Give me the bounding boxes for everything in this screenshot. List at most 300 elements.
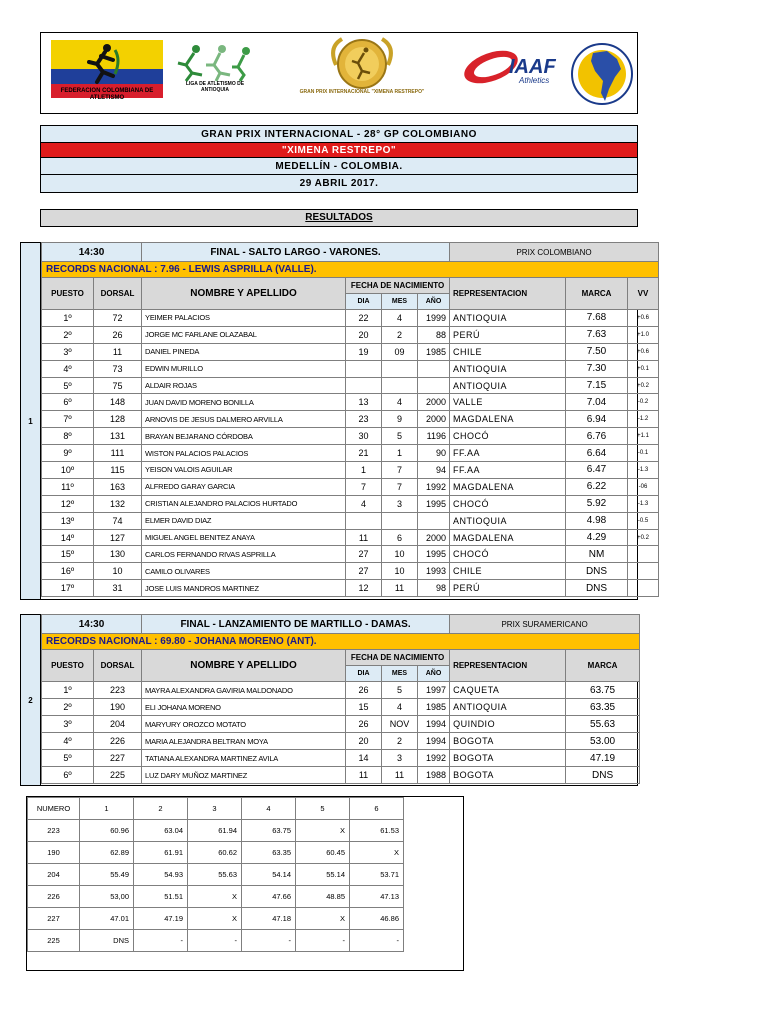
dia-cell: 26	[346, 682, 382, 699]
wind-cell: -0.5	[628, 512, 659, 529]
athlete-name-cell: ELMER DAVID DIAZ	[142, 512, 346, 529]
table-row	[42, 529, 659, 546]
puesto-cell: 1º	[42, 310, 94, 327]
col-dorsal: DORSAL	[94, 278, 142, 310]
dorsal-cell: 204	[94, 716, 142, 733]
representacion-cell: QUINDIO	[450, 716, 566, 733]
ano-cell: 1999	[418, 310, 450, 327]
table-row	[42, 377, 659, 394]
table-row	[42, 767, 640, 784]
dorsal-cell: 132	[94, 495, 142, 512]
attempt-mark-cell: 63.75	[242, 820, 296, 842]
attempt-number-header: 3	[188, 798, 242, 820]
col-representacion: REPRESENTACION	[450, 278, 566, 310]
event-location: MEDELLÍN - COLOMBIA.	[41, 159, 637, 175]
event-1-title: FINAL - SALTO LARGO - VARONES.	[142, 243, 450, 262]
attempts-row	[28, 864, 404, 886]
event-2-block	[20, 614, 638, 786]
wind-cell: -0.2	[628, 394, 659, 411]
ano-cell: 98	[418, 580, 450, 597]
ano-cell: 1995	[418, 546, 450, 563]
table-row	[42, 428, 659, 445]
representacion-cell: BOGOTA	[450, 767, 566, 784]
marca-cell: 7.04	[566, 394, 628, 411]
attempt-mark-cell: 62.89	[80, 842, 134, 864]
mes-cell: 4	[382, 310, 418, 327]
attempt-mark-cell: 54.93	[134, 864, 188, 886]
marca-cell: 7.63	[566, 326, 628, 343]
representacion-cell: MAGDALENA	[450, 529, 566, 546]
ano-cell: 1196	[418, 428, 450, 445]
logo-banner	[40, 32, 638, 114]
event-2-prix: PRIX SURAMERICANO	[450, 615, 640, 634]
dorsal-cell: 75	[94, 377, 142, 394]
marca-cell: 6.22	[566, 478, 628, 495]
dia-cell	[346, 360, 382, 377]
attempt-mark-cell: 53,00	[80, 886, 134, 908]
table-row	[42, 462, 659, 479]
dorsal-cell: 74	[94, 512, 142, 529]
attempt-mark-cell: 60.96	[80, 820, 134, 842]
dorsal-cell: 128	[94, 411, 142, 428]
representacion-cell: PERÚ	[450, 580, 566, 597]
attempt-number-header: 6	[350, 798, 404, 820]
attempt-mark-cell: 48.85	[296, 886, 350, 908]
representacion-cell: MAGDALENA	[450, 411, 566, 428]
mes-cell: 11	[382, 767, 418, 784]
attempt-mark-cell: -	[188, 930, 242, 952]
hammer-attempts-table	[27, 797, 404, 952]
dorsal-cell: 163	[94, 478, 142, 495]
table-row	[42, 495, 659, 512]
mes-cell	[382, 512, 418, 529]
athlete-number-cell: 225	[28, 930, 80, 952]
dorsal-cell: 26	[94, 326, 142, 343]
athlete-name-cell: MARYURY OROZCO MOTATO	[142, 716, 346, 733]
south-america-map-icon	[571, 39, 633, 109]
event-header	[40, 125, 638, 193]
puesto-cell: 5º	[42, 377, 94, 394]
attempts-row	[28, 842, 404, 864]
table-row	[42, 512, 659, 529]
puesto-cell: 4º	[42, 733, 94, 750]
mes-cell: 2	[382, 326, 418, 343]
dia-cell: 11	[346, 529, 382, 546]
dia-cell: 27	[346, 546, 382, 563]
event-2-time: 14:30	[42, 615, 142, 634]
representacion-cell: ANTIOQUIA	[450, 512, 566, 529]
athlete-name-cell: BRAYAN BEJARANO CÓRDOBA	[142, 428, 346, 445]
ano-cell: 94	[418, 462, 450, 479]
table-row	[42, 580, 659, 597]
dia-cell: 22	[346, 310, 382, 327]
mes-cell: 6	[382, 529, 418, 546]
dorsal-cell: 10	[94, 563, 142, 580]
attempt-mark-cell: 55.14	[296, 864, 350, 886]
puesto-cell: 3º	[42, 716, 94, 733]
athlete-name-cell: JUAN DAVID MORENO BONILLA	[142, 394, 346, 411]
representacion-cell: CHILE	[450, 343, 566, 360]
representacion-cell: CHOCÓ	[450, 495, 566, 512]
iaaf-logo	[461, 45, 563, 95]
wind-cell: -1.2	[628, 411, 659, 428]
athlete-number-cell: 227	[28, 908, 80, 930]
mes-cell: 3	[382, 495, 418, 512]
col-representacion: REPRESENTACION	[450, 650, 566, 682]
runner-icon	[81, 42, 125, 86]
attempt-mark-cell: 60.62	[188, 842, 242, 864]
mes-cell: 4	[382, 394, 418, 411]
dia-cell: 1	[346, 462, 382, 479]
attempt-mark-cell: X	[188, 908, 242, 930]
event-2-table	[41, 614, 640, 784]
event-1-block	[20, 242, 649, 600]
dia-cell: 15	[346, 699, 382, 716]
puesto-cell: 6º	[42, 767, 94, 784]
col-puesto: PUESTO	[42, 278, 94, 310]
col-dia: DIA	[346, 666, 382, 682]
marca-cell: DNS	[566, 767, 640, 784]
mes-cell: 09	[382, 343, 418, 360]
marca-cell: 6.94	[566, 411, 628, 428]
representacion-cell: ANTIOQUIA	[450, 360, 566, 377]
athlete-name-cell: JORGE MC FARLANE OLAZABAL	[142, 326, 346, 343]
table-row	[42, 360, 659, 377]
iaaf-sub: Athletics	[519, 76, 550, 85]
attempt-mark-cell: 53.71	[350, 864, 404, 886]
marca-cell: 63.75	[566, 682, 640, 699]
attempt-number-header: 1	[80, 798, 134, 820]
dorsal-cell: 225	[94, 767, 142, 784]
gp-medal-logo	[306, 37, 418, 113]
federacion-logo-text: FEDERACION COLOMBIANA DE ATLETISMO	[60, 88, 154, 101]
attempt-mark-cell: 55.63	[188, 864, 242, 886]
dorsal-cell: 226	[94, 733, 142, 750]
attempts-numero-header: NUMERO	[28, 798, 80, 820]
dia-cell: 20	[346, 326, 382, 343]
marca-cell: 47.19	[566, 750, 640, 767]
table-row	[42, 682, 640, 699]
representacion-cell: ANTIOQUIA	[450, 377, 566, 394]
attempts-row	[28, 820, 404, 842]
wind-cell	[628, 546, 659, 563]
ano-cell: 2000	[418, 529, 450, 546]
col-nombre: NOMBRE Y APELLIDO	[142, 650, 346, 682]
mes-cell	[382, 360, 418, 377]
dorsal-cell: 111	[94, 445, 142, 462]
ano-cell: 2000	[418, 411, 450, 428]
ano-cell: 88	[418, 326, 450, 343]
dia-cell: 4	[346, 495, 382, 512]
athlete-name-cell: MARIA ALEJANDRA BELTRAN MOYA	[142, 733, 346, 750]
table-row	[42, 546, 659, 563]
mes-cell: NOV	[382, 716, 418, 733]
dorsal-cell: 130	[94, 546, 142, 563]
col-dorsal: DORSAL	[94, 650, 142, 682]
athlete-number-cell: 190	[28, 842, 80, 864]
wind-cell: -0.1	[628, 445, 659, 462]
dia-cell: 13	[346, 394, 382, 411]
event-1-time: 14:30	[42, 243, 142, 262]
puesto-cell: 6º	[42, 394, 94, 411]
athlete-number-cell: 204	[28, 864, 80, 886]
mes-cell: 5	[382, 428, 418, 445]
event-1-prix: PRIX COLOMBIANO	[450, 243, 659, 262]
attempt-mark-cell: 61.53	[350, 820, 404, 842]
mes-cell: 11	[382, 580, 418, 597]
event-2-record: RECORDS NACIONAL : 69.80 - JOHANA MORENO (ANT).	[42, 634, 640, 650]
dia-cell: 27	[346, 563, 382, 580]
table-row	[42, 563, 659, 580]
wind-cell: -1.3	[628, 495, 659, 512]
athlete-name-cell: ARNOVIS DE JESUS DALMERO ARVILLA	[142, 411, 346, 428]
wind-cell: +0.1	[628, 360, 659, 377]
dia-cell: 20	[346, 733, 382, 750]
csa-logo	[571, 39, 633, 109]
table-row	[42, 394, 659, 411]
col-fecha: FECHA DE NACIMIENTO	[346, 278, 450, 294]
attempt-mark-cell: -	[134, 930, 188, 952]
ano-cell: 1993	[418, 563, 450, 580]
representacion-cell: CAQUETA	[450, 682, 566, 699]
table-row	[42, 326, 659, 343]
table-row	[42, 445, 659, 462]
athlete-name-cell: CRISTIAN ALEJANDRO PALACIOS HURTADO	[142, 495, 346, 512]
mes-cell	[382, 377, 418, 394]
puesto-cell: 17º	[42, 580, 94, 597]
ano-cell: 1992	[418, 478, 450, 495]
table-row	[42, 750, 640, 767]
dia-cell: 23	[346, 411, 382, 428]
wind-cell: +0.6	[628, 343, 659, 360]
liga-logo-text: LIGA DE ATLETISMO DE ANTIOQUIA	[185, 81, 245, 93]
marca-cell: 4.29	[566, 529, 628, 546]
athlete-name-cell: MIGUEL ANGEL BENITEZ ANAYA	[142, 529, 346, 546]
event-2-number: 2	[21, 615, 41, 785]
table-row	[42, 716, 640, 733]
event-1-table	[41, 242, 659, 597]
athlete-name-cell: LUZ DARY MUÑOZ MARTINEZ	[142, 767, 346, 784]
dorsal-cell: 131	[94, 428, 142, 445]
dia-cell: 7	[346, 478, 382, 495]
hammer-attempts-block	[26, 796, 464, 971]
puesto-cell: 3º	[42, 343, 94, 360]
ano-cell	[418, 360, 450, 377]
marca-cell: 4.98	[566, 512, 628, 529]
athlete-name-cell: MAYRA ALEXANDRA GAVIRIA MALDONADO	[142, 682, 346, 699]
representacion-cell: CHOCÓ	[450, 546, 566, 563]
table-row	[42, 343, 659, 360]
puesto-cell: 10º	[42, 462, 94, 479]
dorsal-cell: 72	[94, 310, 142, 327]
dorsal-cell: 115	[94, 462, 142, 479]
attempt-number-header: 2	[134, 798, 188, 820]
athlete-name-cell: CAMILO OLIVARES	[142, 563, 346, 580]
ano-cell: 1985	[418, 699, 450, 716]
dia-cell	[346, 377, 382, 394]
athlete-name-cell: EDWIN MURILLO	[142, 360, 346, 377]
athlete-name-cell: ALDAIR ROJAS	[142, 377, 346, 394]
dia-cell: 30	[346, 428, 382, 445]
iaaf-wordmark: IAAF	[509, 56, 556, 78]
marca-cell: 5.92	[566, 495, 628, 512]
ano-cell: 1995	[418, 495, 450, 512]
dorsal-cell: 73	[94, 360, 142, 377]
attempt-mark-cell: 60.45	[296, 842, 350, 864]
wind-cell: -1.3	[628, 462, 659, 479]
mes-cell: 7	[382, 462, 418, 479]
table-row	[42, 310, 659, 327]
attempt-mark-cell: -	[350, 930, 404, 952]
representacion-cell: CHILE	[450, 563, 566, 580]
mes-cell: 3	[382, 750, 418, 767]
representacion-cell: FF.AA	[450, 462, 566, 479]
table-row	[42, 478, 659, 495]
representacion-cell: ANTIOQUIA	[450, 310, 566, 327]
attempt-mark-cell: 51.51	[134, 886, 188, 908]
wind-cell: +0.6	[628, 310, 659, 327]
ano-cell: 1992	[418, 750, 450, 767]
wind-cell: -06	[628, 478, 659, 495]
ano-cell: 90	[418, 445, 450, 462]
gp-logo-text: GRAN PRIX INTERNACIONAL "XIMENA RESTREPO"	[299, 89, 425, 95]
attempts-header-row	[28, 798, 404, 820]
athlete-number-cell: 226	[28, 886, 80, 908]
ano-cell	[418, 377, 450, 394]
puesto-cell: 2º	[42, 699, 94, 716]
attempt-mark-cell: 63.35	[242, 842, 296, 864]
attempt-mark-cell: 63.04	[134, 820, 188, 842]
dia-cell: 12	[346, 580, 382, 597]
attempt-mark-cell: X	[296, 908, 350, 930]
attempt-mark-cell: 47.18	[242, 908, 296, 930]
attempt-mark-cell: -	[296, 930, 350, 952]
attempts-row	[28, 908, 404, 930]
attempt-mark-cell: X	[296, 820, 350, 842]
dia-cell: 21	[346, 445, 382, 462]
mes-cell: 4	[382, 699, 418, 716]
wind-cell: +0.2	[628, 529, 659, 546]
puesto-cell: 9º	[42, 445, 94, 462]
ano-cell: 1985	[418, 343, 450, 360]
table-row	[42, 411, 659, 428]
attempt-number-header: 4	[242, 798, 296, 820]
mes-cell: 1	[382, 445, 418, 462]
attempt-mark-cell: -	[242, 930, 296, 952]
mes-cell: 9	[382, 411, 418, 428]
puesto-cell: 7º	[42, 411, 94, 428]
attempt-mark-cell: 54.14	[242, 864, 296, 886]
col-mes: MES	[382, 294, 418, 310]
attempt-mark-cell: X	[188, 886, 242, 908]
attempt-mark-cell: 47.19	[134, 908, 188, 930]
dia-cell: 14	[346, 750, 382, 767]
attempt-mark-cell: X	[350, 842, 404, 864]
wind-cell: +0.2	[628, 377, 659, 394]
wind-cell: +1.1	[628, 428, 659, 445]
attempt-mark-cell: DNS	[80, 930, 134, 952]
athlete-number-cell: 223	[28, 820, 80, 842]
marca-cell: DNS	[566, 580, 628, 597]
puesto-cell: 14º	[42, 529, 94, 546]
medal-icon	[306, 37, 418, 93]
event-2-title: FINAL - LANZAMIENTO DE MARTILLO - DAMAS.	[142, 615, 450, 634]
attempts-row	[28, 930, 404, 952]
dorsal-cell: 148	[94, 394, 142, 411]
mes-cell: 10	[382, 546, 418, 563]
attempt-mark-cell: 46.86	[350, 908, 404, 930]
results-title-text: RESULTADOS	[305, 212, 373, 223]
attempt-mark-cell: 61.91	[134, 842, 188, 864]
marca-cell: DNS	[566, 563, 628, 580]
attempts-row	[28, 886, 404, 908]
dia-cell: 19	[346, 343, 382, 360]
attempt-mark-cell: 47.01	[80, 908, 134, 930]
attempt-mark-cell: 55.49	[80, 864, 134, 886]
ano-cell: 1994	[418, 716, 450, 733]
puesto-cell: 16º	[42, 563, 94, 580]
wind-cell: +1.0	[628, 326, 659, 343]
representacion-cell: BOGOTA	[450, 750, 566, 767]
event-1-number: 1	[21, 243, 41, 599]
athlete-name-cell: YEIMER PALACIOS	[142, 310, 346, 327]
representacion-cell: BOGOTA	[450, 733, 566, 750]
marca-cell: 53.00	[566, 733, 640, 750]
athlete-name-cell: CARLOS FERNANDO RIVAS ASPRILLA	[142, 546, 346, 563]
ano-cell: 1997	[418, 682, 450, 699]
athlete-name-cell: WISTON PALACIOS PALACIOS	[142, 445, 346, 462]
athlete-name-cell: TATIANA ALEXANDRA MARTINEZ AVILA	[142, 750, 346, 767]
puesto-cell: 11º	[42, 478, 94, 495]
representacion-cell: ANTIOQUIA	[450, 699, 566, 716]
attempt-mark-cell: 47.13	[350, 886, 404, 908]
attempt-mark-cell: 61.94	[188, 820, 242, 842]
dorsal-cell: 227	[94, 750, 142, 767]
puesto-cell: 8º	[42, 428, 94, 445]
mes-cell: 7	[382, 478, 418, 495]
col-ano: AÑO	[418, 294, 450, 310]
dia-cell: 11	[346, 767, 382, 784]
table-row	[42, 733, 640, 750]
puesto-cell: 4º	[42, 360, 94, 377]
athletes-icon	[172, 39, 258, 83]
ano-cell: 2000	[418, 394, 450, 411]
wind-cell	[628, 580, 659, 597]
representacion-cell: VALLE	[450, 394, 566, 411]
marca-cell: 6.64	[566, 445, 628, 462]
event-date: 29 ABRIL 2017.	[299, 178, 379, 189]
puesto-cell: 13º	[42, 512, 94, 529]
athlete-name-cell: DANIEL PINEDA	[142, 343, 346, 360]
representacion-cell: PERÚ	[450, 326, 566, 343]
iaaf-swoosh-icon	[461, 45, 563, 95]
col-marca: MARCA	[566, 278, 628, 310]
col-fecha: FECHA DE NACIMIENTO	[346, 650, 450, 666]
dia-cell	[346, 512, 382, 529]
event-1-record: RECORDS NACIONAL : 7.96 - LEWIS ASPRILLA (VALLE).	[42, 262, 659, 278]
dorsal-cell: 190	[94, 699, 142, 716]
athlete-name-cell: YEISON VALOIS AGUILAR	[142, 462, 346, 479]
mes-cell: 5	[382, 682, 418, 699]
col-mes: MES	[382, 666, 418, 682]
col-vv: VV	[628, 278, 659, 310]
puesto-cell: 5º	[42, 750, 94, 767]
ano-cell: 1988	[418, 767, 450, 784]
event-2-rows	[42, 682, 640, 784]
puesto-cell: 1º	[42, 682, 94, 699]
event-name: "XIMENA RESTREPO"	[41, 142, 637, 158]
wind-cell	[628, 563, 659, 580]
